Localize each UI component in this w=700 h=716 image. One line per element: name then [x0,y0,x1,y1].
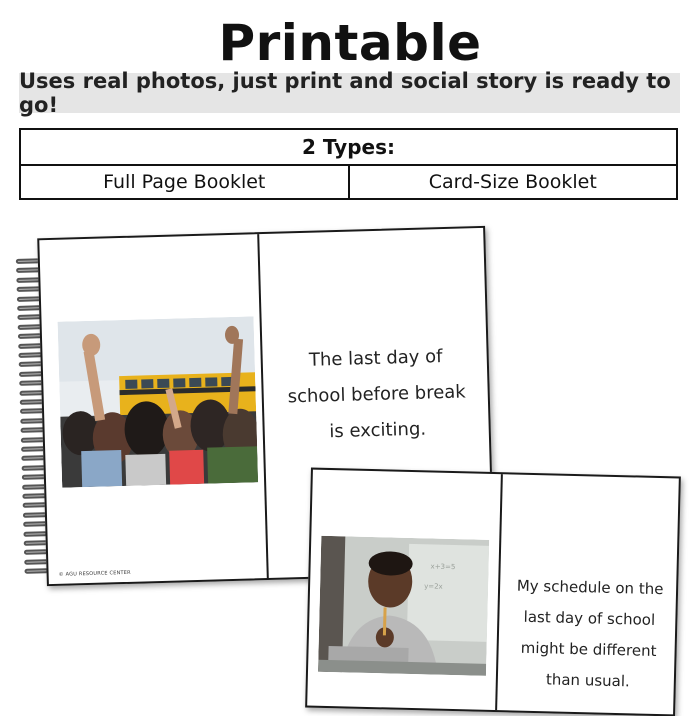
spiral-coil [17,315,41,321]
types-heading: 2 Types: [21,130,676,166]
spiral-coil [16,277,40,283]
spiral-coil [20,409,44,415]
card-line-1: My schedule on the [516,576,664,599]
svg-text:x+3=5: x+3=5 [430,562,456,572]
spiral-coil [22,484,46,490]
spiral-coil [18,352,42,358]
spiral-coil [21,446,45,452]
page-title: Printable [218,14,482,72]
spiral-coil [18,324,42,330]
card-size-booklet [305,468,681,716]
card-line-3: might be different [520,638,657,661]
spiral-coil [17,286,41,292]
spiral-coil [23,531,47,537]
spiral-coil [21,437,45,443]
spiral-coil [24,568,48,574]
types-row [21,166,676,198]
spiral-coil [18,333,42,339]
spiral-coil [20,418,44,424]
spiral-coil [16,258,40,264]
spiral-coil [23,503,47,509]
spiral-coil [22,474,46,480]
story-line-3: is exciting. [329,418,427,443]
spiral-coil [21,427,45,433]
svg-text:y=2x: y=2x [424,582,443,591]
full-page-booklet-text [264,338,489,452]
subtitle-band [19,69,680,117]
spiral-coil [19,362,43,368]
credit-text: © AGU RESOURCE CENTER [58,569,131,578]
spiral-coil [17,296,41,302]
spiral-coil [23,512,47,518]
spiral-coil [18,343,42,349]
card-size-booklet-sheet [305,468,681,716]
spiral-coil [19,380,43,386]
type-card-size-booklet: Card-Size Booklet [348,166,677,198]
boy-classroom-photo [318,536,489,676]
spiral-coil [22,465,46,471]
subtitle-text: Uses real photos, just print and social story is ready to go! [19,69,671,117]
type-full-page-booklet: Full Page Booklet [103,171,266,193]
students-bus-photo [58,316,259,487]
spiral-coil [24,559,48,565]
spiral-coil [24,540,48,546]
card-line-4: than usual. [545,670,630,691]
spiral-coil [17,305,41,311]
card-size-booklet-text [500,570,679,698]
types-table [19,128,678,200]
spiral-coil [22,493,46,499]
card-line-2: last day of school [523,607,656,629]
spiral-coil [24,550,48,556]
spiral-coil [21,456,45,462]
spiral-coil [23,521,47,527]
story-line-1: The last day of [308,346,443,371]
story-line-2: school before break [287,381,466,408]
spiral-coil [19,390,43,396]
spiral-coil [20,399,44,405]
spiral-coil [16,268,40,274]
spiral-coil [19,371,43,377]
